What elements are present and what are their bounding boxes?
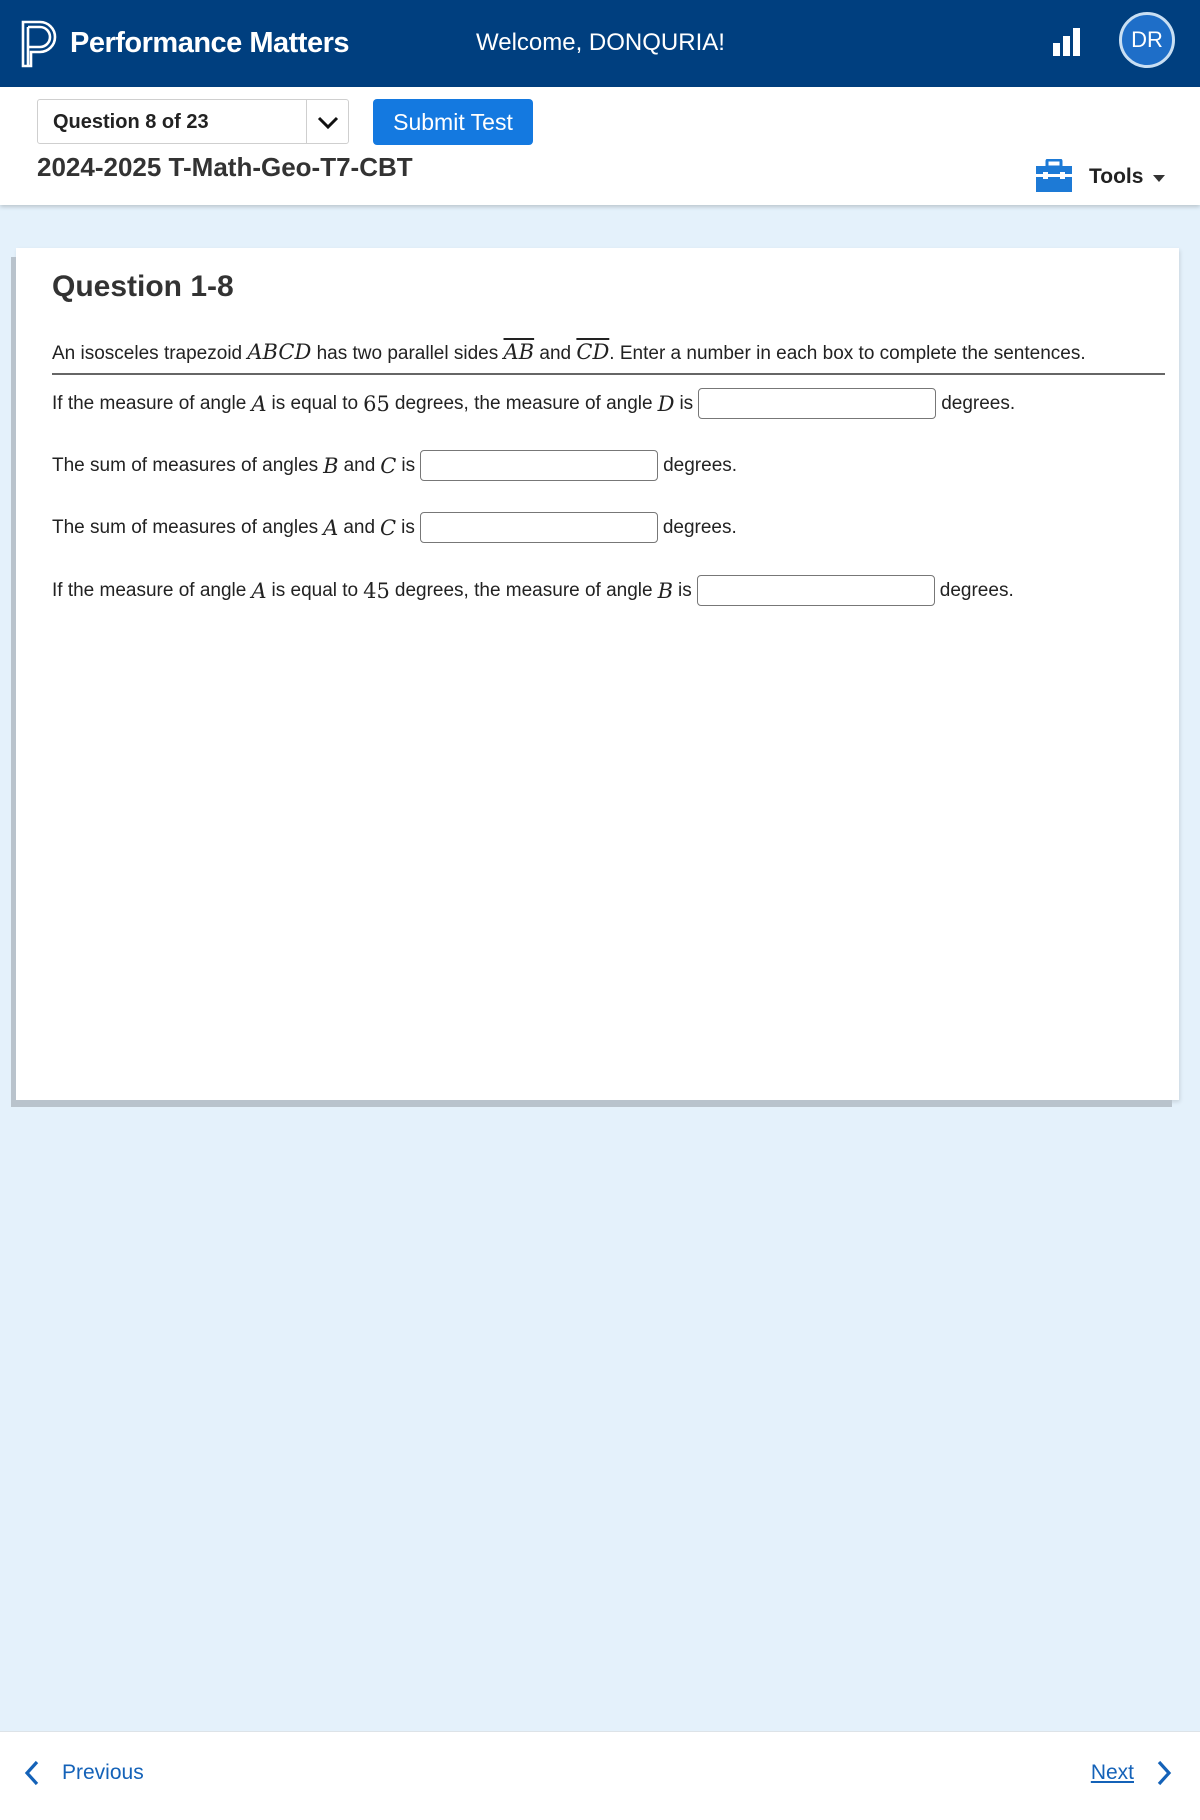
sentence-text: is (678, 579, 692, 601)
sentence-text: The sum of measures of angles (52, 454, 319, 476)
math-number: 45 (363, 578, 390, 603)
question-card (16, 248, 1179, 1100)
sentence-text: is equal to (271, 392, 359, 414)
sentence-text: The sum of measures of angles (52, 516, 319, 538)
unit-label: degrees. (663, 454, 738, 476)
tools-menu-label[interactable]: Tools (1089, 165, 1144, 188)
math-variable: C (380, 515, 397, 540)
sentence-text: degrees, the measure of angle (394, 392, 653, 414)
sentence-text: is (679, 392, 694, 414)
sentence-text: degrees, the measure of angle (394, 579, 653, 601)
math-segment: $\overline{AB}$ (503, 340, 535, 364)
question-selector[interactable] (37, 99, 349, 144)
chevron-left-icon[interactable] (24, 1760, 40, 1786)
welcome-message: Welcome, DONQURIA! (476, 29, 725, 56)
selector-divider (306, 100, 307, 143)
sentence-text: is equal to (271, 579, 359, 601)
submit-test-button[interactable]: Submit Test (373, 99, 533, 145)
answer-sentence-4 (52, 575, 1014, 606)
prompt-text: has two parallel sides (316, 343, 499, 364)
footer-navigation (0, 1731, 1200, 1820)
question-heading: Question 1-8 (52, 270, 234, 303)
brand-name: Performance Matters (70, 27, 349, 59)
question-selector-label: Question 8 of 23 (53, 111, 209, 133)
performance-matters-logo-icon (20, 20, 60, 68)
math-segment: $\overline{CD}$ (576, 340, 610, 364)
math-variable: B (323, 453, 339, 478)
answer-input-4[interactable] (697, 575, 935, 606)
unit-label: degrees. (941, 392, 1016, 414)
sentence-text: and (343, 454, 376, 476)
next-label[interactable]: Next (1090, 1761, 1134, 1784)
answer-input-3[interactable] (420, 512, 658, 543)
sentence-text: and (343, 516, 376, 538)
previous-button[interactable] (24, 1760, 144, 1786)
answer-input-2[interactable] (420, 450, 658, 481)
bar-chart-icon[interactable] (1052, 27, 1082, 57)
top-header (0, 0, 1200, 87)
caret-down-icon[interactable] (1153, 175, 1165, 182)
user-avatar[interactable]: DR (1119, 12, 1175, 68)
math-variable: A (251, 391, 267, 416)
prompt-text: and (539, 343, 572, 364)
math-variable: C (380, 453, 397, 478)
sentence-text: is (401, 516, 415, 538)
test-title: 2024-2025 T-Math-Geo-T7-CBT (37, 152, 413, 182)
prompt-text: . Enter a number in each box to complete the sentences. (609, 343, 1086, 364)
math-number: 65 (363, 391, 390, 416)
math-variable: A (251, 578, 267, 603)
toolbox-icon[interactable] (1035, 159, 1073, 193)
prompt-text: An isosceles trapezoid (52, 343, 243, 364)
question-prompt (52, 340, 1165, 375)
math-variable: B (657, 578, 674, 603)
sentence-text: is (401, 454, 416, 476)
answer-sentence-1 (52, 388, 1015, 419)
unit-label: degrees. (939, 579, 1014, 601)
unit-label: degrees. (662, 516, 737, 538)
answer-input-1[interactable] (698, 388, 936, 419)
sentence-text: If the measure of angle (52, 392, 247, 414)
chevron-down-icon[interactable] (316, 110, 340, 134)
test-toolbar (0, 87, 1200, 205)
answer-sentence-2 (52, 450, 737, 481)
math-variable: A (323, 515, 339, 540)
answer-sentence-3 (52, 512, 737, 543)
previous-label[interactable]: Previous (62, 1761, 144, 1784)
next-button[interactable] (1091, 1760, 1172, 1786)
math-variable: D (657, 391, 675, 416)
sentence-text: If the measure of angle (52, 579, 247, 601)
chevron-right-icon[interactable] (1156, 1760, 1172, 1786)
math-shape: ABCD (247, 340, 312, 364)
